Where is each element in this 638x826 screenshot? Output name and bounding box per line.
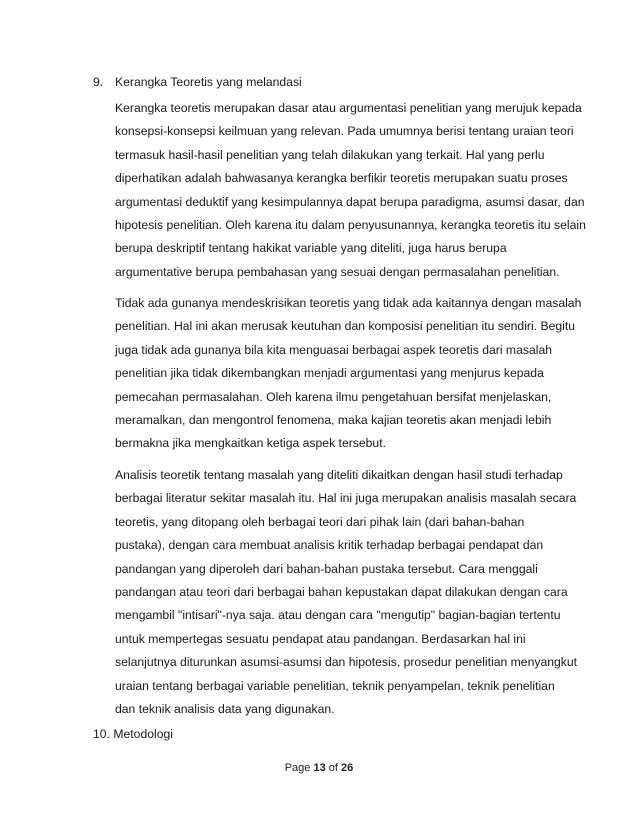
section-9-heading <box>93 74 302 91</box>
paragraph-line: bermakna jika mengkaitkan ketiga aspek tersebut. <box>115 436 386 451</box>
current-page-number: 13 <box>313 762 326 774</box>
paragraph-line: uraian tentang berbagai variable penelitian, teknik penyampelan, teknik penelitian <box>115 678 555 693</box>
paragraph-2 <box>115 292 582 456</box>
paragraph-3 <box>115 464 578 721</box>
paragraph-line: termasuk hasil-hasil penelitian yang telah dilakukan yang terkait. Hal yang perlu <box>115 147 545 162</box>
section-10-title: Metodologi <box>113 727 173 741</box>
paragraph-line: pandangan yang diperoleh dari bahan-bahan pustaka tersebut. Cara menggali <box>115 561 538 576</box>
paragraph-line: berupa deskriptif tentang hakikat variable yang diteliti, juga harus berupa <box>115 241 507 256</box>
section-9-number: 9. <box>93 75 104 89</box>
paragraph-line: penelitian. Hal ini akan merusak keutuhan dan komposisi penelitian itu sendiri. Begitu <box>115 319 576 334</box>
paragraph-line: pemecahan permasalahan. Oleh karena ilmu pengetahuan bersifat menjelaskan, <box>115 389 552 404</box>
paragraph-line: juga tidak ada gunanya bila kita menguasai berbagai aspek teoretis dari masalah <box>115 342 553 357</box>
paragraph-line: argumentasi deduktif yang kesimpulannya dapat berupa paradigma, asumsi dasar, dan <box>115 194 585 209</box>
total-pages-number: 26 <box>341 762 354 774</box>
section-9-title: Kerangka Teoretis yang melandasi <box>115 75 302 89</box>
paragraph-line: diperhatikan adalah bahwasanya kerangka berfikir teoretis merupakan suatu proses <box>115 171 568 186</box>
paragraph-line: dan teknik analisis data yang digunakan. <box>115 701 335 716</box>
paragraph-line: Tidak ada gunanya mendeskrisikan teoretis yang tidak ada kaitannya dengan masalah <box>115 296 582 310</box>
page-footer <box>0 761 638 775</box>
paragraph-line: penelitian jika tidak dikembangkan menjadi argumentasi yang menjurus kepada <box>115 366 544 381</box>
paragraph-line: pandangan atau teori dari berbagai bahan kepustakan dapat dilakukan dengan cara <box>115 584 568 599</box>
paragraph-line: Analisis teoretik tentang masalah yang diteliti dikaitkan dengan hasil studi terhadap <box>115 468 563 482</box>
paragraph-line: hipotesis penelitian. Oleh karena itu dalam penyusunannya, kerangka teoretis itu selain <box>115 217 586 232</box>
paragraph-line: untuk mempertegas sesuatu pendapat atau pandangan. Berdasarkan hal ini <box>115 631 526 646</box>
paragraph-line: konsepsi-konsepsi keilmuan yang relevan. Pada umumnya berisi tentang uraian teori <box>115 124 574 139</box>
paragraph-line: meramalkan, dan mengontrol fenomena, maka kajian teoretis akan menjadi lebih <box>115 412 552 427</box>
paragraph-line: argumentative berupa pembahasan yang sesuai dengan permasalahan penelitian. <box>115 264 560 279</box>
paragraph-line: teoretis, yang ditopang oleh berbagai teori dari pihak lain (dari bahan-bahan <box>115 514 525 529</box>
paragraph-line: berbagai literatur sekitar masalah itu. Hal ini juga merupakan analisis masalah secara <box>115 491 577 506</box>
footer-middle: of <box>325 762 342 774</box>
paragraph-line: selanjutnya diturunkan asumsi-asumsi dan hipotesis, prosedur penelitian menyangkut <box>115 655 578 670</box>
paragraph-1 <box>115 97 586 284</box>
paragraph-line: pustaka), dengan cara membuat analisis kritik terhadap berbagai pendapat dan <box>115 538 544 553</box>
section-10-number: 10. <box>93 727 110 741</box>
paragraph-line: Kerangka teoretis merupakan dasar atau argumentasi penelitian yang merujuk kepada <box>115 101 582 115</box>
paragraph-line: mengambil "intisari"-nya saja. atau dengan cara "mengutip" bagian-bagian tertentu <box>115 608 561 623</box>
footer-prefix: Page <box>284 762 314 774</box>
section-10-heading <box>93 726 173 743</box>
